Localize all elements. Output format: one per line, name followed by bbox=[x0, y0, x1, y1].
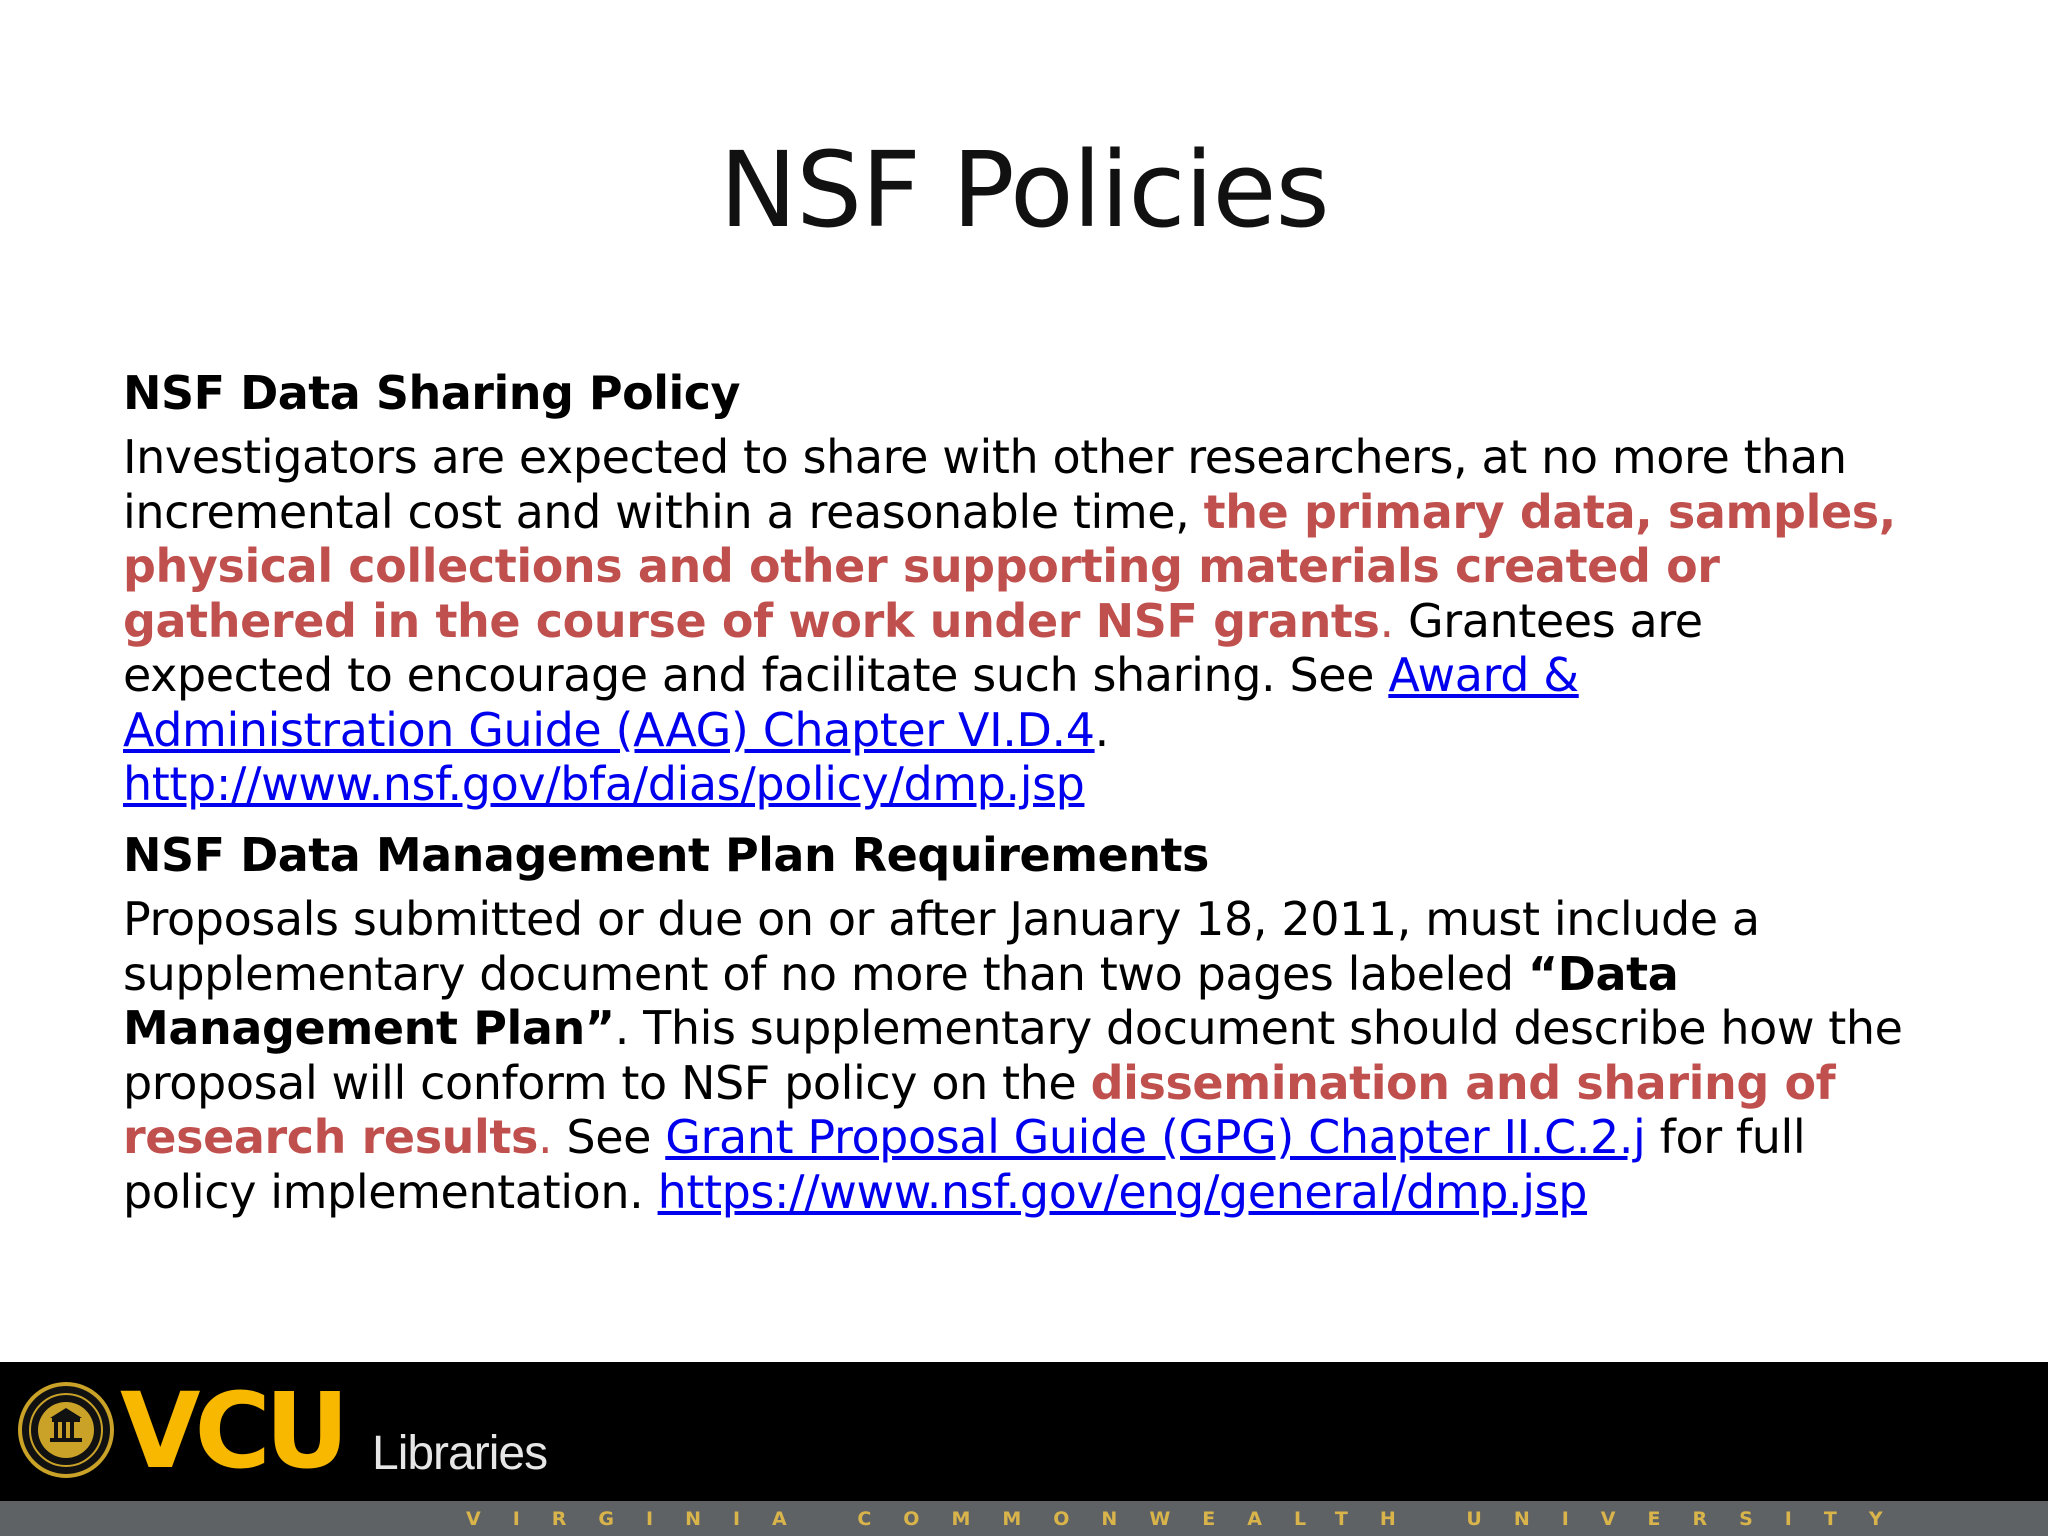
gpg-chapter-link[interactable]: Grant Proposal Guide (GPG) Chapter II.C.2.j bbox=[665, 1110, 1646, 1164]
paragraph-text: Grantees are expected to encourage and facilitate such sharing. See bbox=[123, 593, 1703, 702]
university-seal-icon bbox=[18, 1382, 114, 1478]
highlight-period: . bbox=[1379, 593, 1394, 648]
paragraph-text: Investigators are expected to share with other researchers, at no more than incremental cost and within a reasonable time, bbox=[123, 430, 1847, 539]
eng-dmp-url-link[interactable]: https://www.nsf.gov/eng/general/dmp.jsp bbox=[657, 1164, 1588, 1219]
dmp-requirements-paragraph bbox=[123, 892, 1923, 1219]
university-tagline: VIRGINIA COMMONWEALTH UNIVERSITY bbox=[466, 1508, 1915, 1530]
highlighted-text: dissemination and sharing of research results bbox=[123, 1055, 1836, 1164]
aag-chapter-link[interactable]: Award & Administration Guide (AAG) Chapter VI.D.4 bbox=[123, 648, 1579, 757]
data-sharing-section bbox=[123, 364, 1923, 812]
paragraph-text: See bbox=[552, 1110, 666, 1164]
paragraph-text: for full policy implementation. bbox=[123, 1110, 1806, 1219]
vcu-logo-text: VCU bbox=[120, 1370, 344, 1492]
slide-title: NSF Policies bbox=[719, 129, 1329, 251]
bold-text: “Data Management Plan” bbox=[123, 946, 1679, 1055]
libraries-logo-text: Libraries bbox=[372, 1427, 548, 1480]
paragraph-text: . bbox=[1094, 702, 1109, 757]
dmp-policy-url-link[interactable]: http://www.nsf.gov/bfa/dias/policy/dmp.jsp bbox=[123, 757, 1085, 811]
dmp-requirements-heading: NSF Data Management Plan Requirements bbox=[123, 828, 1209, 882]
data-sharing-heading: NSF Data Sharing Policy bbox=[123, 366, 741, 420]
paragraph-text: . This supplementary document should describe how the proposal will conform to NSF policy on the bbox=[123, 1001, 1903, 1110]
highlighted-text: the primary data, samples, physical collections and other supporting materials created or gathered in the course of work under NSF grants bbox=[123, 484, 1896, 648]
data-management-plan-section bbox=[123, 826, 1923, 1219]
data-sharing-paragraph bbox=[123, 430, 1923, 812]
paragraph-text: Proposals submitted or due on or after January 18, 2011, must include a supplementary document of no more than two pages labeled bbox=[123, 892, 1760, 1001]
highlight-period: . bbox=[537, 1110, 553, 1164]
